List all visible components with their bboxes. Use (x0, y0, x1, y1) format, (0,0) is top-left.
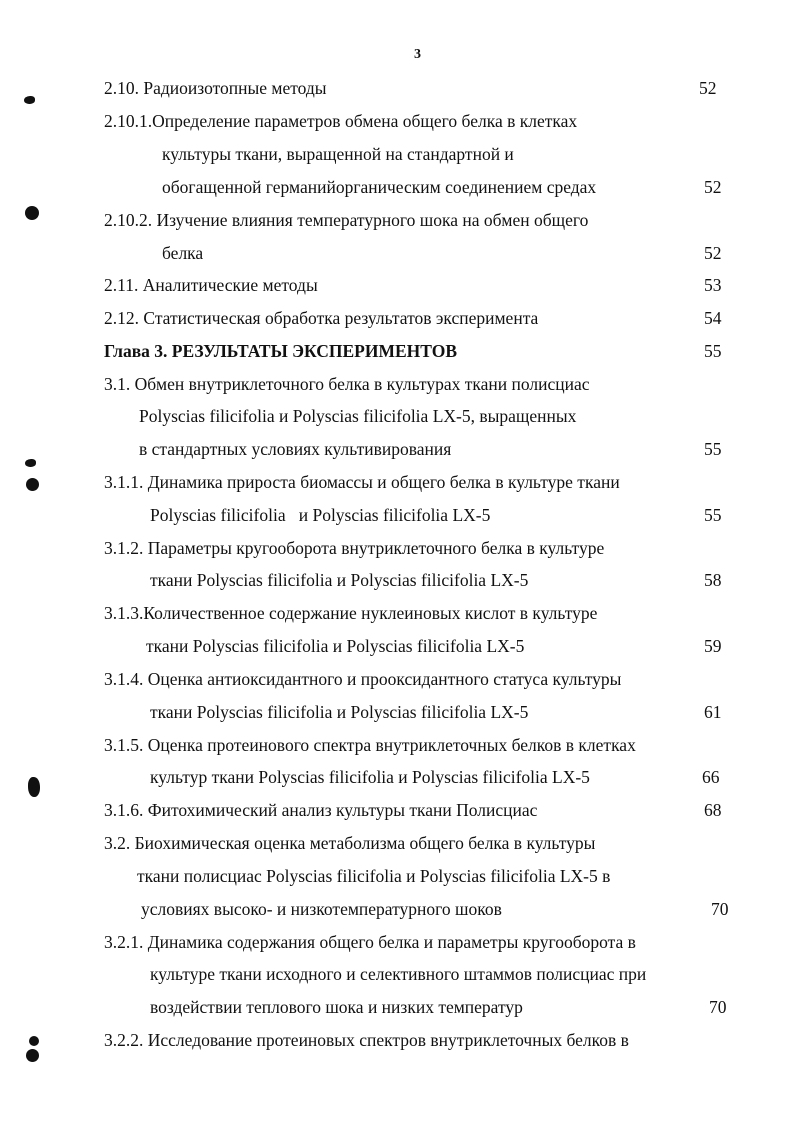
toc-line: 3.1.6. Фитохимический анализ культуры ткани Полисциас (104, 800, 538, 820)
toc-line: 3.1. Обмен внутриклеточного белка в культурах ткани полисциас (104, 374, 590, 394)
toc-page-number: 53 (704, 275, 722, 295)
toc-line: обогащенной германийорганическим соединением средах (162, 177, 597, 197)
toc-line: 2.11. Аналитические методы (104, 275, 318, 295)
toc-line: ткани Polyscias filicifolia и Polyscias filicifolia LX-5 (150, 570, 529, 590)
toc-page-number: 59 (704, 636, 722, 656)
binder-hole-mark (26, 1049, 39, 1062)
toc-page-number: 55 (704, 505, 722, 525)
toc-page-number: 54 (704, 308, 722, 328)
toc-line: Polyscias filicifolia и Polyscias filicifolia LX-5 (150, 505, 491, 525)
toc-line: 3.2.1. Динамика содержания общего белка и параметры кругооборота в (104, 932, 636, 952)
binder-hole-mark (25, 459, 36, 467)
toc-line: 3.1.3.Количественное содержание нуклеиновых кислот в культуре (104, 603, 598, 623)
toc-line: 3.1.2. Параметры кругооборота внутриклеточного белка в культуре (104, 538, 605, 558)
toc-line: ткани Polyscias filicifolia и Polyscias filicifolia LX-5 (146, 636, 525, 656)
binder-hole-mark (26, 478, 39, 491)
toc-line: культур ткани Polyscias filicifolia и Polyscias filicifolia LX-5 (150, 767, 590, 787)
toc-line: 2.10.1.Определение параметров обмена общего белка в клетках (104, 111, 578, 131)
binder-hole-mark (28, 777, 40, 797)
page-number: 3 (414, 47, 421, 62)
toc-page-number: 70 (711, 899, 729, 919)
toc-line: 3.2. Биохимическая оценка метаболизма общего белка в культуры (104, 833, 596, 853)
toc-line: ткани Polyscias filicifolia и Polyscias filicifolia LX-5 (150, 702, 529, 722)
binder-hole-mark (24, 96, 35, 104)
toc-page-number: 68 (704, 800, 722, 820)
toc-line: воздействии теплового шока и низких температур (150, 997, 523, 1017)
toc-line: 3.1.5. Оценка протеинового спектра внутриклеточных белков в клетках (104, 735, 636, 755)
toc-page-number: 58 (704, 570, 722, 590)
toc-line: ткани полисциас Polyscias filicifolia и Polyscias filicifolia LX-5 в (137, 866, 611, 886)
toc-page-number: 52 (704, 243, 722, 263)
binder-hole-mark (29, 1036, 39, 1046)
chapter-heading: Глава 3. РЕЗУЛЬТАТЫ ЭКСПЕРИМЕНТОВ (104, 341, 458, 361)
toc-line: белка (162, 243, 204, 263)
toc-line: Polyscias filicifolia и Polyscias filicifolia LX-5, выращенных (139, 406, 577, 426)
toc-line: 2.12. Статистическая обработка результатов эксперимента (104, 308, 539, 328)
toc-line: 2.10.2. Изучение влияния температурного шока на обмен общего (104, 210, 589, 230)
toc-page-number: 52 (704, 177, 722, 197)
toc-line: 3.2.2. Исследование протеиновых спектров внутриклеточных белков в (104, 1030, 629, 1050)
toc-line: 2.10. Радиоизотопные методы (104, 78, 327, 98)
toc-line: 3.1.1. Динамика прироста биомассы и общего белка в культуре ткани (104, 472, 620, 492)
binder-hole-mark (25, 206, 39, 220)
toc-page-number: 66 (702, 767, 720, 787)
toc-page-number: 70 (709, 997, 727, 1017)
toc-line: культуры ткани, выращенной на стандартной и (162, 144, 514, 164)
toc-line: в стандартных условиях культивирования (139, 439, 452, 459)
toc-line: культуре ткани исходного и селективного штаммов полисциас при (150, 964, 647, 984)
toc-page-number: 55 (704, 439, 722, 459)
toc-page-number: 55 (704, 341, 722, 361)
toc-line: условиях высоко- и низкотемпературного шоков (141, 899, 502, 919)
toc-page-number: 61 (704, 702, 722, 722)
toc-page-number: 52 (699, 78, 717, 98)
toc-line: 3.1.4. Оценка антиоксидантного и прооксидантного статуса культуры (104, 669, 622, 689)
